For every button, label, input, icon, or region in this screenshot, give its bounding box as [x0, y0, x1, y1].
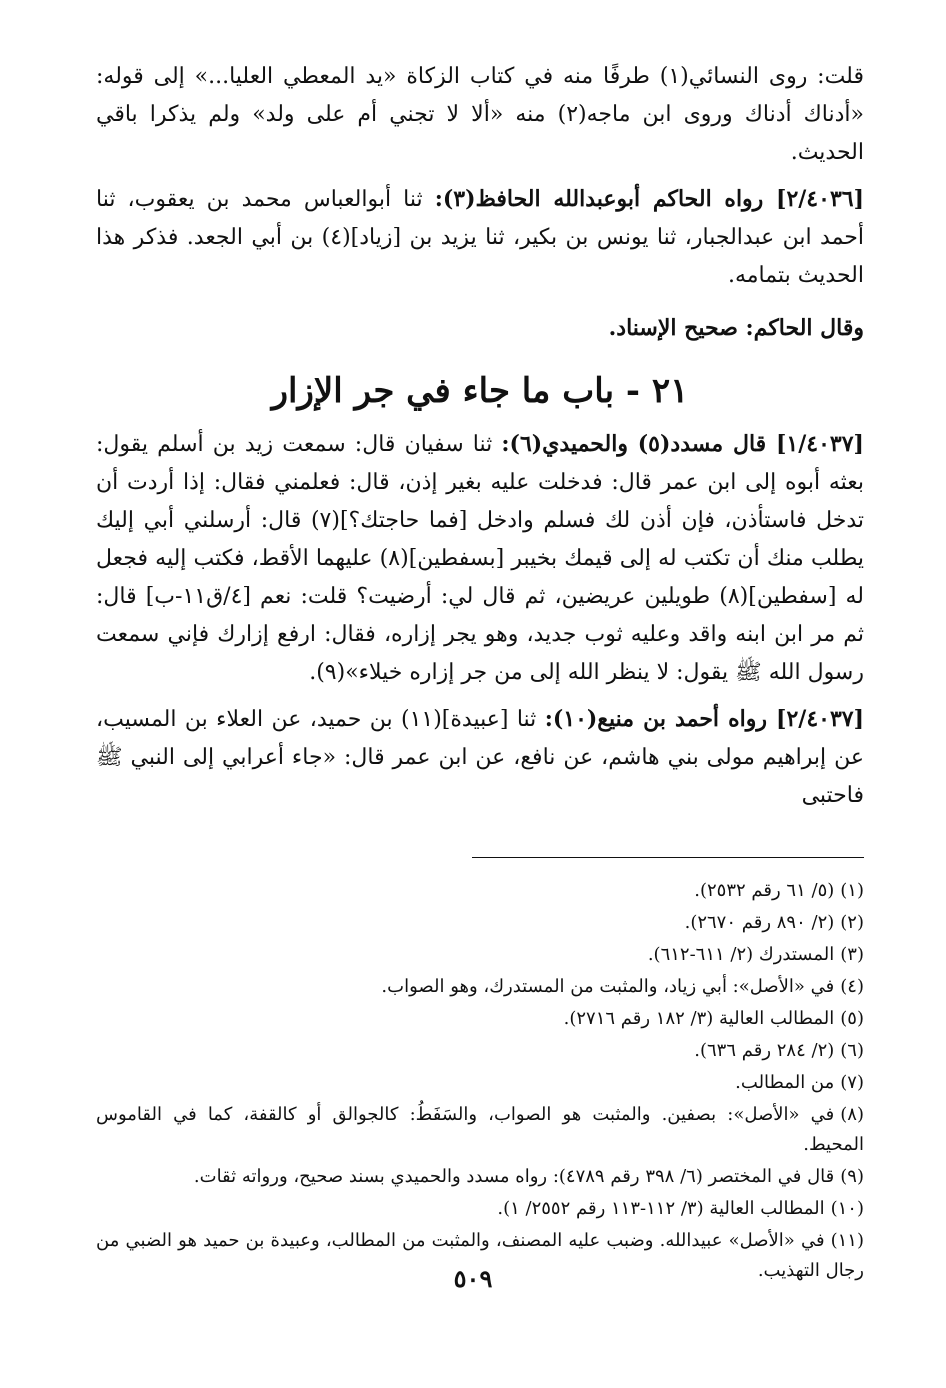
footnote-number: (١٠)	[830, 1198, 864, 1219]
footnote-item	[96, 1194, 864, 1224]
footnote-number: (٧)	[840, 1072, 864, 1093]
footnote-text: في «الأصل»: بصفين. والمثبت هو الصواب، والسَفَطُ: كالجوالق أو كالقفة، كما في القاموس المحيط.	[96, 1104, 864, 1155]
footnote-item	[96, 1100, 864, 1160]
footnotes	[96, 876, 864, 1286]
footnote-number: (١١)	[830, 1230, 864, 1251]
footnote-number: (٨)	[840, 1104, 864, 1125]
footnote-number: (٩)	[840, 1166, 864, 1187]
footnote-divider	[472, 857, 864, 858]
paragraph-hakim-verdict: وقال الحاكم: صحيح الإسناد.	[608, 315, 864, 341]
footnote-item	[96, 940, 864, 970]
footnote-text: في «الأصل» عبيدالله. وضبب عليه المصنف، والمثبت من المطالب، وعبيدة بن حميد هو الضبي من رجال التهذيب.	[96, 1230, 864, 1281]
footnote-item	[96, 1068, 864, 1098]
footnote-text: (٥/ ٦١ رقم ٢٥٣٢).	[694, 880, 835, 901]
footnote-text: المطالب العالية (٣/ ١١٢-١١٣ رقم ٢٥٥٢/ ١).	[497, 1198, 825, 1219]
footnote-item	[96, 876, 864, 906]
hadith-text: ثنا أبوالعباس محمد بن يعقوب، ثنا أحمد ابن عبدالجبار، ثنا يونس بن بكير، ثنا يزيد بن [زياد](٤) بن أبي الجعد. فذكر هذا الحديث بتمامه.	[96, 187, 864, 288]
hadith-text: ثنا سفيان قال: سمعت زيد بن أسلم يقول: بعثه أبوه إلى ابن عمر قال: فدخلت عليه بغير إذن، قال: فعلمني فقال: إذا أردت أن تدخل فاستأذن، فإن أذن لك فسلم وادخل [فما حاجتك؟](٧) قال: أرسلني أبي إليك يطلب منك أن تكتب له إلى قيمك بخيبر [بسفطين](٨) عليهما الأقط، فكتب إليه فجعل له [سفطين](٨) طويلين عريضين، ثم قال لي: أرضيت؟ قلت: نعم [٤/ق١١-ب] قال: ثم مر ابن ابنه واقد وعليه ثوب جديد، وهو يجر إزاره، فقال: ارفع إزارك فإني سمعت رسول الله ﷺ يقول: لا ينظر الله إلى من جر إزاره خيلاء»(٩).	[96, 432, 865, 685]
footnote-text: من المطالب.	[735, 1072, 835, 1093]
hadith-reference: [٢/٤٠٣٧] رواه أحمد بن منيع(١٠):	[544, 706, 865, 732]
footnote-item	[96, 1162, 864, 1192]
footnote-text: (٢/ ٨٩٠ رقم ٢٦٧٠).	[684, 912, 835, 933]
hadith-text: ثنا [عبيدة](١١) بن حميد، عن العلاء بن المسيب، عن إبراهيم مولى بني هاشم، عن نافع، عن ابن عمر قال: «جاء أعرابي إلى النبي ﷺ فاحتبى	[96, 707, 864, 808]
footnote-item	[96, 972, 864, 1002]
footnote-number: (٤)	[840, 976, 864, 997]
footnote-item	[96, 908, 864, 938]
footnote-number: (٦)	[840, 1040, 864, 1061]
chapter-heading: ٢١ - باب ما جاء في جر الإزار	[271, 371, 689, 411]
paragraph-ahmad-ibn-mani	[96, 700, 864, 815]
paragraph-note: قلت: روى النسائي(١) طرفًا منه في كتاب الزكاة «يد المعطي العليا...» إلى قوله: «أدناك أدناك وروى ابن ماجه(٢) منه «ألا لا تجني أم على ولد» ولم يذكرا باقي الحديث.	[96, 64, 864, 165]
page-number: ٥٠٩	[453, 1264, 493, 1293]
footnote-text: في «الأصل»: أبي زياد، والمثبت من المستدرك، وهو الصواب.	[381, 976, 835, 997]
hadith-reference: [٢/٤٠٣٦] رواه الحاكم أبوعبدالله الحافظ(٣):	[434, 186, 864, 212]
footnote-item	[96, 1004, 864, 1034]
footnote-number: (٣)	[840, 944, 864, 965]
footnote-text: (٢/ ٢٨٤ رقم ٦٣٦).	[694, 1040, 835, 1061]
footnote-number: (٥)	[840, 1008, 864, 1029]
hadith-reference: [١/٤٠٣٧] قال مسدد(٥) والحميدي(٦):	[501, 431, 864, 457]
footnote-text: المطالب العالية (٣/ ١٨٢ رقم ٢٧١٦).	[563, 1008, 835, 1029]
footnote-text: قال في المختصر (٦/ ٣٩٨ رقم ٤٧٨٩): رواه مسدد والحميدي بسند صحيح، ورواته ثقات.	[193, 1166, 835, 1187]
footnote-text: المستدرك (٢/ ٦١١-٦١٢).	[647, 944, 835, 965]
footnote-number: (٢)	[840, 912, 864, 933]
footnote-number: (١)	[840, 880, 864, 901]
footnote-item	[96, 1036, 864, 1066]
paragraph-hakim	[96, 180, 864, 295]
paragraph-musaddad	[96, 425, 864, 692]
